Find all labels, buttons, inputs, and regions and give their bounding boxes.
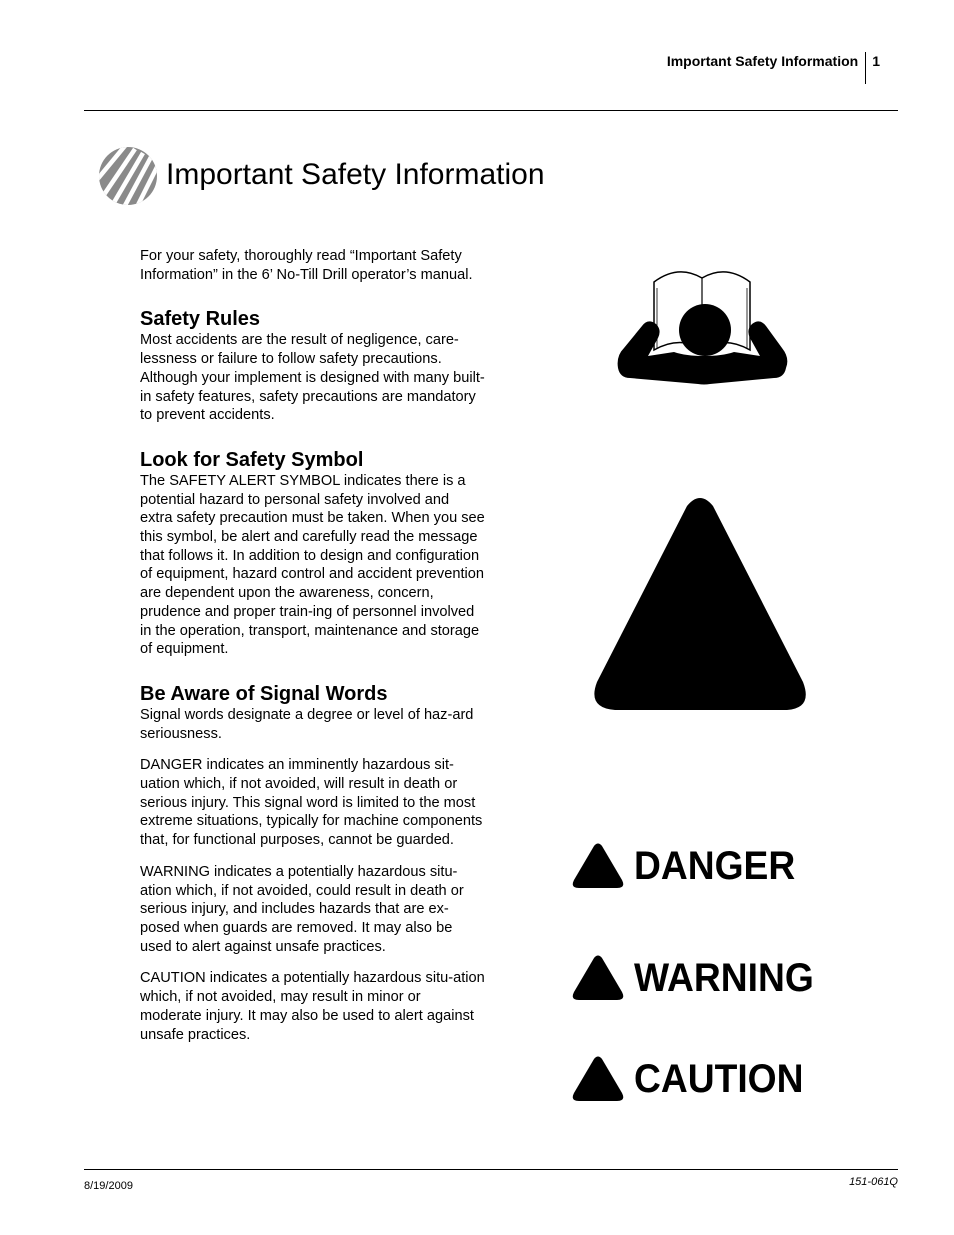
- page-title: Important Safety Information: [166, 158, 545, 191]
- person-reading-manual-icon: [614, 264, 790, 388]
- section-heading: Safety Rules: [140, 308, 261, 331]
- warning-signal-label: [572, 952, 827, 1004]
- section-heading: Be Aware of Signal Words: [140, 682, 388, 705]
- section-signal-words: [140, 682, 485, 1044]
- section-safety-rules: [140, 307, 485, 425]
- running-header: [667, 52, 880, 84]
- field-rows-logo-icon: [99, 147, 157, 205]
- footer-date: 8/19/2009: [84, 1180, 133, 1192]
- section-paragraph: The SAFETY ALERT SYMBOL indicates there is a potential hazard to personal safety involved and extra safety precaution must be taken. When you see this symbol, be alert and carefully read the message that follows it. In addition to design and configuration of equipment, hazard control and accident prevention are dependent upon the awareness, concern, prudence and proper train-ing of personnel involved in the operation, transport, maintenance and storage of equipment.: [140, 472, 485, 658]
- section-safety-symbol: [140, 448, 485, 659]
- section-paragraph: Most accidents are the result of negligence, care-lessness or failure to follow safety precautions. Although your implement is designed with many built-in safety features, safety precautions are mandatory to prevent accidents.: [140, 332, 485, 424]
- danger-signal-word: DANGER: [634, 844, 796, 888]
- footer-doc-code: 151-061Q: [849, 1176, 898, 1188]
- caution-alert-icon: [572, 1055, 624, 1103]
- safety-alert-triangle-icon: [591, 496, 810, 714]
- running-header-title: Important Safety Information: [666, 53, 859, 69]
- section-paragraph: Signal words designate a degree or level of haz-ard seriousness.: [140, 706, 474, 742]
- warning-alert-icon: [572, 954, 624, 1002]
- danger-alert-icon: [572, 842, 624, 890]
- page-number: 1: [872, 53, 880, 69]
- footer-rule: [84, 1169, 898, 1170]
- warning-signal-word: WARNING: [634, 956, 814, 1000]
- danger-signal-label: [572, 840, 807, 892]
- danger-definition: DANGER indicates an imminently hazardous sit-uation which, if not avoided, will result in death or serious injury. This signal word is limited to the most extreme situations, typically for machine components that, for functional purposes, cannot be guarded.: [140, 757, 483, 849]
- section-heading: Look for Safety Symbol: [140, 448, 364, 471]
- caution-signal-label: [572, 1053, 816, 1105]
- caution-signal-word: CAUTION: [634, 1057, 804, 1101]
- header-rule: [84, 110, 898, 111]
- safety-content: [140, 247, 485, 1044]
- caution-definition: CAUTION indicates a potentially hazardous situ-ation which, if not avoided, may result in minor or moderate injury. It may also be used to alert against unsafe practices.: [140, 970, 485, 1043]
- intro-paragraph: For your safety, thoroughly read “Important Safety Information” in the 6’ No-Till Drill operator’s manual.: [140, 248, 473, 283]
- warning-definition: WARNING indicates a potentially hazardous situ-ation which, if not avoided, could result in death or serious injury, and includes hazards that are ex-posed when guards are removed. It may also be used to alert against unsafe practices.: [140, 863, 464, 955]
